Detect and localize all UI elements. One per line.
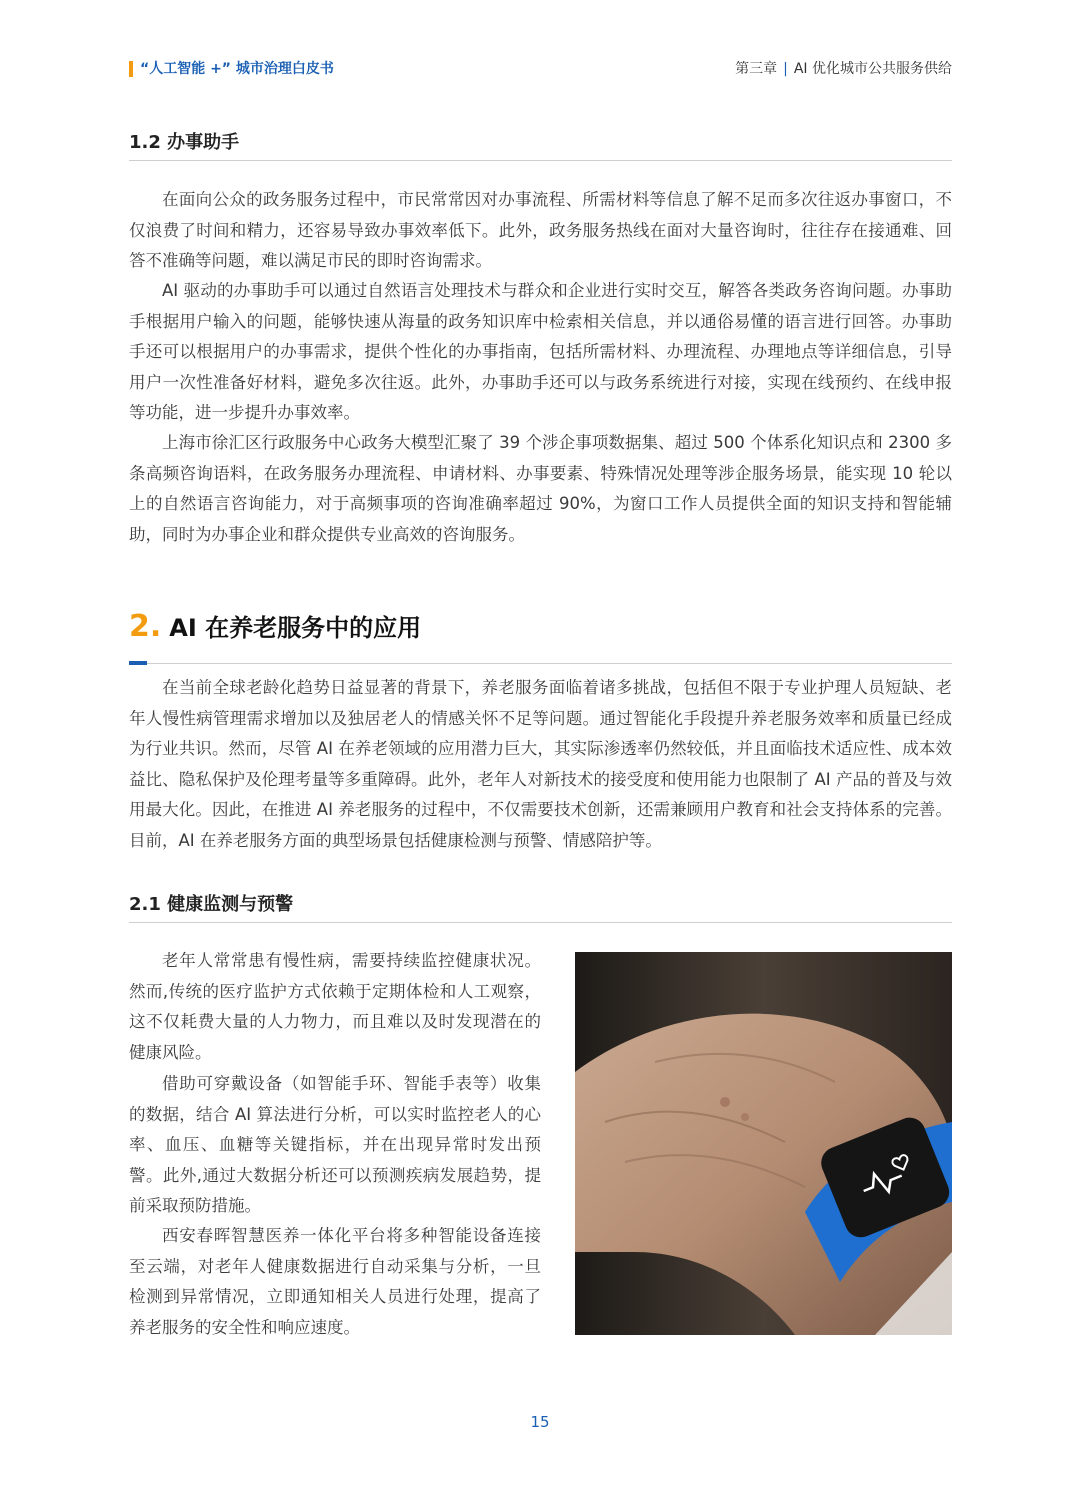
paragraph: 上海市徐汇区行政服务中心政务大模型汇聚了 39 个涉企事项数据集、超过 500 个体系化知识点和 2300 多条高频咨询语料，在政务服务办理流程、申请材料、办事要素、特殊情况处理等涉企服务场景，能实现 10 轮以上的自然语言咨询能力，对于高频事项的咨询准确率超过 90%，为窗口工作人员提供全面的知识支持和智能辅助，同时为办事企业和群众提供专业高效的咨询服务。 [129, 433, 952, 544]
section-heading-2 [129, 608, 421, 644]
chapter-header [735, 58, 952, 78]
paragraph: 借助可穿戴设备（如智能手环、智能手表等）收集的数据，结合 AI 算法进行分析，可以实时监控老人的心率、血压、血糖等关键指标，并在出现异常时发出预警。此外,通过大数据分析还可以预测疾病发展趋势，提前采取预防措施。 [129, 1074, 541, 1215]
wrist-illustration [575, 952, 952, 1335]
document-title: “人工智能 +” 城市治理白皮书 [140, 61, 334, 77]
section-title: AI 在养老服务中的应用 [169, 614, 422, 642]
page-number: 15 [530, 1413, 550, 1431]
heading-accent [129, 661, 147, 665]
paragraph: AI 驱动的办事助手可以通过自然语言处理技术与群众和企业进行实时交互，解答各类政务咨询问题。办事助手根据用户输入的问题，能够快速从海量的政务知识库中检索相关信息，并以通俗易懂的语言进行回答。办事助手还可以根据用户的办事需求，提供个性化的办事指南，包括所需材料、办理流程、办理地点等详细信息，引导用户一次性准备好材料，避免多次往返。此外，办事助手还可以与政务系统进行对接，实现在线预约、在线申报等功能，进一步提升办事效率。 [129, 281, 952, 422]
paragraph: 在面向公众的政务服务过程中，市民常常因对办事流程、所需材料等信息了解不足而多次往返办事窗口，不仅浪费了时间和精力，还容易导致办事效率低下。此外，政务服务热线在面对大量咨询时，往往存在接通难、回答不准确等问题，难以满足市民的即时咨询需求。 [129, 190, 952, 270]
chapter-separator: | [783, 61, 788, 77]
header-accent-bar [129, 61, 133, 77]
chapter-number: 第三章 [735, 61, 778, 77]
section-divider [129, 663, 952, 664]
smart-wristband-photo [575, 952, 952, 1335]
paragraph: 老年人常常患有慢性病，需要持续监控健康状况。然而,传统的医疗监护方式依赖于定期体检和人工观察，这不仅耗费大量的人力物力，而且难以及时发现潜在的健康风险。 [129, 951, 541, 1062]
section-divider [129, 922, 952, 923]
section-heading-1-2: 1.2 办事助手 [129, 132, 240, 153]
section-heading-2-1: 2.1 健康监测与预警 [129, 894, 294, 915]
section-number: 2. [129, 609, 162, 644]
paragraph: 在当前全球老龄化趋势日益显著的背景下，养老服务面临着诸多挑战，包括但不限于专业护理人员短缺、老年人慢性病管理需求增加以及独居老人的情感关怀不足等问题。通过智能化手段提升养老服务效率和质量已经成为行业共识。然而，尽管 AI 在养老领域的应用潜力巨大，其实际渗透率仍然较低，并且面临技术适应性、成本效益比、隐私保护及伦理考量等多重障碍。此外，老年人对新技术的接受度和使用能力也限制了 AI 产品的普及与效用最大化。因此，在推进 AI 养老服务的过程中，不仅需要技术创新，还需兼顾用户教育和社会支持体系的完善。目前，AI 在养老服务方面的典型场景包括健康检测与预警、情感陪护等。 [129, 678, 952, 850]
paragraph: 西安春晖智慧医养一体化平台将多种智能设备连接至云端，对老年人健康数据进行自动采集与分析，一旦检测到异常情况，立即通知相关人员进行处理，提高了养老服务的安全性和响应速度。 [129, 1226, 541, 1337]
chapter-title: AI 优化城市公共服务供给 [793, 61, 952, 77]
section-divider [129, 160, 952, 161]
